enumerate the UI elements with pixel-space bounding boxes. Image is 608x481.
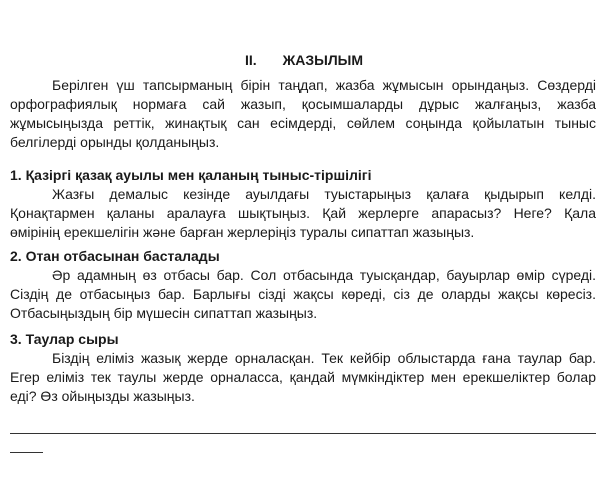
- task-heading: 1. Қазіргі қазақ ауылы мен қаланың тыныс-тіршілігі: [10, 167, 372, 183]
- text-line: өмірінің ерекшелігін және барған жерлеріңіз туралы сипаттап жазыңыз.: [10, 224, 475, 240]
- text-line: Әр адамның өз отбасы бар. Сол отбасында туысқандар, бауырлар өмір сүреді.: [52, 267, 596, 283]
- task-3: [10, 330, 596, 406]
- text-line: еді? Өз ойыңызды жазыңыз.: [10, 388, 195, 404]
- section-title-text: ЖАЗЫЛЫМ: [282, 52, 364, 68]
- text-line: Егер еліміз тек таулы жерде орналасса, қандай мүмкіндіктер мен ерекшеліктер болар: [10, 369, 596, 385]
- task-1: [10, 166, 596, 242]
- task-2: [10, 247, 596, 323]
- instructions-paragraph: [10, 76, 596, 152]
- task-heading: 2. Отан отбасынан басталады: [10, 248, 220, 264]
- answer-line-short: [10, 452, 43, 453]
- task-heading: 3. Таулар сыры: [10, 331, 119, 347]
- section-title: [0, 52, 608, 68]
- text-line: орфографиялық нормаға сай жазып, қосымшаларды дұрыс жалғаңыз, жазба: [10, 96, 596, 112]
- text-line: Жазғы демалыс кезінде ауылдағы туыстарыңыз қалаға қыдырып келді.: [52, 186, 596, 202]
- text-line: жұмысыңызда реттік, жинақтық сан есімдерді, сөйлем соңында қойылатын тыныс: [10, 115, 596, 131]
- answer-line: [10, 433, 596, 434]
- text-line: Қонақтармен қаланы аралауға шықтыңыз. Қай жерлерге апарасыз? Неге? Қала: [10, 205, 596, 221]
- text-line: Отбасыңыздың бір мүшесін сипаттап жазыңыз.: [10, 305, 318, 321]
- section-number: II.: [244, 52, 257, 68]
- text-line: Сіздің де отбасыңыз бар. Барлығы сізді жақсы көреді, сіз де оларды жақсы көресіз.: [10, 286, 596, 302]
- text-line: Берілген үш тапсырманың бірін таңдап, жазба жұмысын орындаңыз. Сөздерді: [52, 77, 596, 93]
- text-line: белгілерді орынды қолданыңыз.: [10, 134, 220, 150]
- text-line: Біздің еліміз жазық жерде орналасқан. Тек кейбір облыстарда ғана таулар бар.: [52, 350, 596, 366]
